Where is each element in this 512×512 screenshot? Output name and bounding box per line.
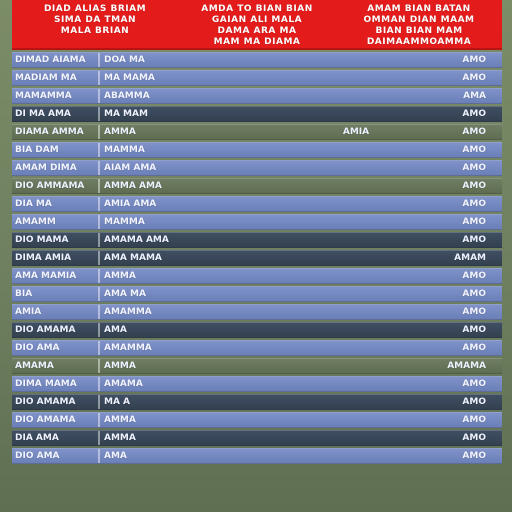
row-separator xyxy=(98,71,100,85)
cell-col-2: AMAMMA xyxy=(104,343,152,353)
row-separator xyxy=(98,377,100,391)
cell-col-2: AIAM AMA xyxy=(104,163,157,173)
cell-col-3: AMIA xyxy=(342,127,370,137)
cell-col-4: AMAMA xyxy=(447,361,486,371)
header-column-middle xyxy=(177,4,337,48)
cell-col-4: AMAM xyxy=(454,253,486,263)
cell-col-2: MAMMA xyxy=(104,217,145,227)
cell-col-1: DIO AMAMA xyxy=(15,415,76,425)
cell-col-1: DIO AMAMA xyxy=(15,325,76,335)
cell-col-1: DIA AMA xyxy=(15,433,59,443)
row-separator xyxy=(98,269,100,283)
table-row[interactable] xyxy=(12,268,502,284)
cell-col-2: MA A xyxy=(104,397,131,407)
row-separator xyxy=(98,323,100,337)
row-separator xyxy=(98,197,100,211)
cell-col-4: AMO xyxy=(462,307,486,317)
table-row[interactable] xyxy=(12,358,502,374)
table-row[interactable] xyxy=(12,70,502,86)
cell-col-2: AMMA xyxy=(104,271,136,281)
row-separator xyxy=(98,431,100,445)
header-right-line-2: OMMAN DIAN MAAM xyxy=(363,15,475,25)
table-row[interactable] xyxy=(12,178,502,194)
header-right-line-3: BIAN BIAN MAM xyxy=(375,26,463,36)
cell-col-1: DIO AMA xyxy=(15,451,60,461)
header-left-line-1: DIAD ALIAS BRIAM xyxy=(43,4,147,14)
cell-col-2: AMA xyxy=(104,325,127,335)
cell-col-4: AMO xyxy=(462,235,486,245)
cell-col-1: DIAMA AMMA xyxy=(15,127,84,137)
cell-col-2: ABAMMA xyxy=(104,91,150,101)
row-separator xyxy=(98,305,100,319)
cell-col-4: AMO xyxy=(462,325,486,335)
cell-col-4: AMO xyxy=(462,433,486,443)
cell-col-4: AMO xyxy=(462,199,486,209)
cell-col-1: DIO AMMAMA xyxy=(15,181,85,191)
cell-col-2: AMIA AMA xyxy=(104,199,157,209)
table-row[interactable] xyxy=(12,160,502,176)
row-separator xyxy=(98,449,100,463)
cell-col-2: AMA MAMA xyxy=(104,253,162,263)
cell-col-2: MA MAMA xyxy=(104,73,155,83)
header-middle-line-3: DAMA ARA MA xyxy=(217,26,297,36)
table-row[interactable] xyxy=(12,448,502,464)
cell-col-4: AMO xyxy=(462,145,486,155)
cell-col-4: AMO xyxy=(462,109,486,119)
row-separator xyxy=(98,233,100,247)
table-row[interactable] xyxy=(12,142,502,158)
data-table xyxy=(12,52,502,466)
cell-col-2: AMAMA xyxy=(104,379,143,389)
cell-col-4: AMO xyxy=(462,397,486,407)
cell-col-1: MAMAMMA xyxy=(15,91,72,101)
cell-col-1: DIMAD AIAMA xyxy=(15,55,86,65)
row-separator xyxy=(98,143,100,157)
table-row[interactable] xyxy=(12,376,502,392)
table-row[interactable] xyxy=(12,340,502,356)
cell-col-1: DI MA AMA xyxy=(15,109,71,119)
row-separator xyxy=(98,125,100,139)
table-row[interactable] xyxy=(12,52,502,68)
cell-col-1: DIMA MAMA xyxy=(15,379,77,389)
cell-col-1: AMIA xyxy=(15,307,42,317)
row-separator xyxy=(98,215,100,229)
cell-col-1: AMA MAMIA xyxy=(15,271,77,281)
table-row[interactable] xyxy=(12,214,502,230)
cell-col-1: DIO AMA xyxy=(15,343,60,353)
header-left-line-3: MALA BRIAN xyxy=(60,26,130,36)
cell-col-2: DOA MA xyxy=(104,55,145,65)
cell-col-1: MADIAM MA xyxy=(15,73,77,83)
table-row[interactable] xyxy=(12,232,502,248)
row-separator xyxy=(98,107,100,121)
cell-col-4: AMO xyxy=(462,415,486,425)
cell-col-2: AMMA xyxy=(104,127,136,137)
cell-col-4: AMO xyxy=(462,271,486,281)
cell-col-4: AMA xyxy=(463,91,486,101)
cell-col-2: MA MAM xyxy=(104,109,148,119)
row-separator xyxy=(98,89,100,103)
table-row[interactable] xyxy=(12,286,502,302)
header-middle-line-2: GAIAN ALI MALA xyxy=(211,15,303,25)
cell-col-4: AMO xyxy=(462,55,486,65)
cell-col-2: MAMMA xyxy=(104,145,145,155)
cell-col-2: AMMA xyxy=(104,361,136,371)
table-row[interactable] xyxy=(12,430,502,446)
cell-col-1: AMAMA xyxy=(15,361,54,371)
table-row[interactable] xyxy=(12,322,502,338)
table-header xyxy=(12,0,502,50)
row-separator xyxy=(98,413,100,427)
header-left-line-2: SIMA DA TMAN xyxy=(53,15,137,25)
cell-col-1: BIA DAM xyxy=(15,145,59,155)
cell-col-1: DIMA AMIA xyxy=(15,253,72,263)
cell-col-4: AMO xyxy=(462,127,486,137)
table-row[interactable] xyxy=(12,304,502,320)
cell-col-4: AMO xyxy=(462,379,486,389)
table-row[interactable] xyxy=(12,394,502,410)
table-row[interactable] xyxy=(12,412,502,428)
row-separator xyxy=(98,179,100,193)
cell-col-2: AMA MA xyxy=(104,289,146,299)
row-separator xyxy=(98,359,100,373)
header-right-line-1: AMAM BIAN BATAN xyxy=(367,4,471,14)
table-row[interactable] xyxy=(12,196,502,212)
row-separator xyxy=(98,341,100,355)
row-separator xyxy=(98,395,100,409)
cell-col-1: BIA xyxy=(15,289,33,299)
header-column-right xyxy=(344,4,494,48)
header-column-left xyxy=(20,4,170,37)
cell-col-1: AMAM DIMA xyxy=(15,163,77,173)
header-middle-line-1: AMDA TO BIAN BIAN xyxy=(201,4,313,14)
header-right-line-4: DAIMAAMMOAMMA xyxy=(366,37,472,47)
cell-col-2: AMA xyxy=(104,451,127,461)
header-middle-line-4: MAM MA DIAMA xyxy=(213,37,301,47)
cell-col-4: AMO xyxy=(462,451,486,461)
cell-col-1: DIO MAMA xyxy=(15,235,69,245)
cell-col-2: AMAMMA xyxy=(104,307,152,317)
cell-col-2: AMAMA AMA xyxy=(104,235,169,245)
cell-col-1: DIA MA xyxy=(15,199,52,209)
cell-col-4: AMO xyxy=(462,289,486,299)
cell-col-4: AMO xyxy=(462,343,486,353)
cell-col-1: AMAMM xyxy=(15,217,56,227)
row-separator xyxy=(98,251,100,265)
table-row[interactable] xyxy=(12,250,502,266)
cell-col-2: AMMA xyxy=(104,433,136,443)
table-row[interactable] xyxy=(12,106,502,122)
cell-col-1: DIO AMAMA xyxy=(15,397,76,407)
cell-col-4: AMO xyxy=(462,181,486,191)
row-separator xyxy=(98,287,100,301)
row-separator xyxy=(98,53,100,67)
row-separator xyxy=(98,161,100,175)
table-row[interactable] xyxy=(12,88,502,104)
cell-col-2: AMMA xyxy=(104,415,136,425)
cell-col-4: AMO xyxy=(462,217,486,227)
cell-col-4: AMO xyxy=(462,163,486,173)
table-row[interactable] xyxy=(12,124,502,140)
cell-col-4: AMO xyxy=(462,73,486,83)
cell-col-2: AMMA AMA xyxy=(104,181,162,191)
